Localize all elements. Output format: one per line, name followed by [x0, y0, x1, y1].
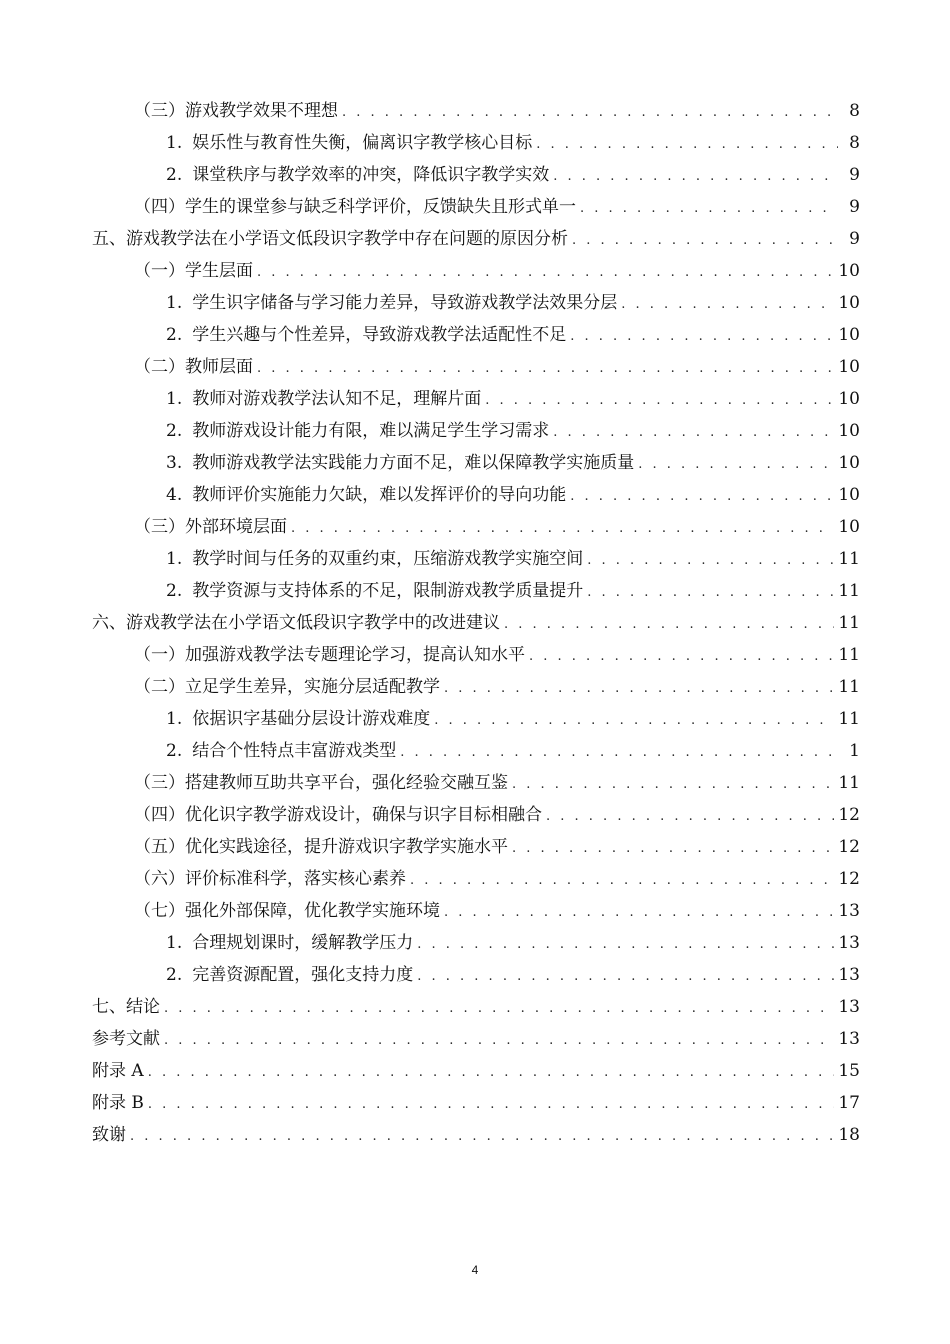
toc-entry-title: （三）外部环境层面 [134, 517, 287, 537]
toc-entry[interactable] [92, 831, 860, 863]
dot-leader [291, 513, 834, 545]
toc-entry-number: 1. [166, 709, 183, 729]
toc-entry-page: 13 [838, 933, 860, 953]
dot-leader [529, 641, 834, 673]
toc-entry[interactable] [92, 95, 860, 127]
toc-entry-number: 1. [166, 389, 183, 409]
dot-leader [638, 449, 834, 481]
dot-leader [512, 769, 834, 801]
dot-leader [164, 1025, 834, 1057]
toc-entry[interactable] [92, 223, 860, 255]
page-number: 4 [471, 1263, 479, 1277]
toc-entry-page: 13 [838, 965, 860, 985]
toc-entry[interactable] [92, 927, 860, 959]
dot-leader [417, 961, 834, 993]
toc-entry[interactable] [92, 607, 860, 639]
toc-entry-title: 附录 A [92, 1061, 144, 1081]
dot-leader [434, 705, 834, 737]
toc-entry-page: 11 [838, 645, 860, 665]
toc-entry[interactable] [92, 447, 860, 479]
toc-entry-title: 课堂秩序与教学效率的冲突，降低识字教学实效 [192, 165, 550, 185]
toc-entry-page: 11 [838, 773, 860, 793]
toc-entry[interactable] [92, 799, 860, 831]
toc-entry-page: 17 [838, 1093, 860, 1113]
toc-entry-title: （七）强化外部保障，优化教学实施环境 [134, 901, 440, 921]
toc-entry-number: 1. [166, 933, 183, 953]
toc-entry[interactable] [92, 703, 860, 735]
toc-entry-title: 结合个性特点丰富游戏类型 [192, 741, 397, 761]
dot-leader [148, 1057, 835, 1089]
toc-entry-title: 致谢 [92, 1125, 126, 1145]
toc-entry-number: 3. [166, 453, 183, 473]
toc-entry-page: 12 [838, 805, 860, 825]
toc-entry-number: 1. [166, 133, 183, 153]
toc-entry-title: 附录 B [92, 1093, 144, 1113]
toc-entry-title: 六、游戏教学法在小学语文低段识字教学中的改进建议 [92, 613, 500, 633]
toc-entry-page: 13 [838, 1029, 860, 1049]
toc-entry-title: 参考文献 [92, 1029, 160, 1049]
toc-entry-title: （四）优化识字教学游戏设计，确保与识字目标相融合 [134, 805, 542, 825]
toc-entry-number: 2. [166, 581, 183, 601]
toc-entry-title: 完善资源配置，强化支持力度 [192, 965, 414, 985]
dot-leader [621, 289, 834, 321]
dot-leader [553, 417, 834, 449]
toc-entry[interactable] [92, 319, 860, 351]
toc-entry-page: 10 [838, 261, 860, 281]
toc-entry-page: 11 [838, 613, 860, 633]
toc-entry[interactable] [92, 287, 860, 319]
toc-entry[interactable] [92, 1055, 860, 1087]
toc-entry[interactable] [92, 1023, 860, 1055]
toc-entry[interactable] [92, 479, 860, 511]
toc-entry-title: 教学资源与支持体系的不足，限制游戏教学质量提升 [192, 581, 584, 601]
toc-entry[interactable] [92, 735, 860, 767]
toc-entry-title: （三）搭建教师互助共享平台，强化经验交融互鉴 [134, 773, 508, 793]
toc-entry-title: （三）游戏教学效果不理想 [134, 101, 338, 121]
toc-entry-page: 10 [838, 357, 860, 377]
toc-entry-page: 11 [838, 677, 860, 697]
toc-entry-page: 10 [838, 293, 860, 313]
toc-entry-page: 13 [838, 997, 860, 1017]
dot-leader [257, 257, 834, 289]
dot-leader [570, 321, 834, 353]
toc-entry-title: （四）学生的课堂参与缺乏科学评价，反馈缺失且形式单一 [134, 197, 576, 217]
toc-entry-title: 教学时间与任务的双重约束，压缩游戏教学实施空间 [192, 549, 584, 569]
dot-leader [546, 801, 834, 833]
dot-leader [587, 577, 834, 609]
toc-entry-page: 11 [838, 549, 860, 569]
dot-leader [570, 481, 834, 513]
toc-entry-title: 学生识字储备与学习能力差异，导致游戏教学法效果分层 [192, 293, 618, 313]
toc-entry-page: 11 [838, 709, 860, 729]
toc-entry-number: 2. [166, 965, 183, 985]
toc-entry[interactable] [92, 511, 860, 543]
toc-entry[interactable] [92, 1119, 860, 1151]
toc-entry-title: （一）学生层面 [134, 261, 253, 281]
toc-entry-page: 1 [849, 741, 860, 761]
toc-entry-title: 五、游戏教学法在小学语文低段识字教学中存在问题的原因分析 [92, 229, 568, 249]
dot-leader [485, 385, 834, 417]
dot-leader [410, 865, 834, 897]
toc-entry-title: 教师游戏教学法实践能力方面不足，难以保障教学实施质量 [192, 453, 635, 473]
toc-entry[interactable] [92, 1087, 860, 1119]
toc-entry-page: 9 [849, 165, 860, 185]
toc-entry-number: 1. [166, 549, 183, 569]
toc-entry-number: 1. [166, 293, 183, 313]
dot-leader [148, 1089, 834, 1121]
toc-entry-number: 2. [166, 325, 183, 345]
toc-entry-title: （二）立足学生差异，实施分层适配教学 [134, 677, 440, 697]
toc-entry-page: 11 [838, 581, 860, 601]
dot-leader [587, 545, 834, 577]
dot-leader [342, 97, 838, 129]
toc-entry[interactable] [92, 127, 860, 159]
toc-entry[interactable] [92, 767, 860, 799]
toc-entry-page: 8 [849, 101, 860, 121]
dot-leader [572, 225, 838, 257]
dot-leader [400, 737, 838, 769]
toc-entry-number: 2. [166, 421, 183, 441]
toc-entry[interactable] [92, 639, 860, 671]
toc-entry-title: 教师对游戏教学法认知不足，理解片面 [192, 389, 482, 409]
dot-leader [504, 609, 834, 641]
table-of-contents [92, 95, 860, 1151]
toc-entry[interactable] [92, 671, 860, 703]
toc-entry-title: 教师评价实施能力欠缺，难以发挥评价的导向功能 [192, 485, 567, 505]
toc-entry[interactable] [92, 895, 860, 927]
toc-entry-page: 10 [838, 517, 860, 537]
toc-entry-page: 12 [838, 869, 860, 889]
toc-entry-title: 教师游戏设计能力有限，难以满足学生学习需求 [192, 421, 550, 441]
toc-entry-title: 七、结论 [92, 997, 160, 1017]
toc-entry[interactable] [92, 991, 860, 1023]
toc-entry-title: 娱乐性与教育性失衡，偏离识字教学核心目标 [192, 133, 533, 153]
toc-entry-page: 10 [838, 453, 860, 473]
toc-entry-page: 9 [849, 197, 860, 217]
toc-entry-title: （六）评价标准科学，落实核心素养 [134, 869, 406, 889]
toc-entry[interactable] [92, 255, 860, 287]
dot-leader [417, 929, 834, 961]
toc-entry[interactable] [92, 351, 860, 383]
dot-leader [512, 833, 834, 865]
toc-entry[interactable] [92, 383, 860, 415]
toc-entry-title: （五）优化实践途径，提升游戏识字教学实施水平 [134, 837, 508, 857]
toc-entry-page: 9 [849, 229, 860, 249]
toc-entry[interactable] [92, 575, 860, 607]
toc-entry[interactable] [92, 159, 860, 191]
toc-entry-title: 合理规划课时，缓解教学压力 [192, 933, 414, 953]
dot-leader [257, 353, 834, 385]
toc-entry-number: 4. [166, 485, 183, 505]
toc-entry[interactable] [92, 863, 860, 895]
toc-entry[interactable] [92, 191, 860, 223]
toc-entry-page: 15 [838, 1061, 860, 1081]
dot-leader [164, 993, 834, 1025]
dot-leader [580, 193, 838, 225]
toc-entry-title: 依据识字基础分层设计游戏难度 [192, 709, 431, 729]
toc-entry[interactable] [92, 959, 860, 991]
toc-entry-page: 18 [838, 1125, 860, 1145]
dot-leader [444, 673, 834, 705]
toc-entry-title: 学生兴趣与个性差异，导致游戏教学法适配性不足 [192, 325, 567, 345]
toc-entry-title: （一）加强游戏教学法专题理论学习，提高认知水平 [134, 645, 525, 665]
toc-entry-page: 8 [849, 133, 860, 153]
toc-entry-number: 2. [166, 741, 183, 761]
toc-entry-page: 12 [838, 837, 860, 857]
dot-leader [553, 161, 838, 193]
toc-entry-number: 2. [166, 165, 183, 185]
dot-leader [536, 129, 838, 161]
dot-leader [130, 1121, 834, 1153]
toc-entry-page: 10 [838, 421, 860, 441]
toc-entry[interactable] [92, 543, 860, 575]
toc-entry-page: 10 [838, 389, 860, 409]
toc-entry-title: （二）教师层面 [134, 357, 253, 377]
dot-leader [444, 897, 834, 929]
toc-entry-page: 13 [838, 901, 860, 921]
toc-entry-page: 10 [838, 325, 860, 345]
toc-entry-page: 10 [838, 485, 860, 505]
toc-entry[interactable] [92, 415, 860, 447]
